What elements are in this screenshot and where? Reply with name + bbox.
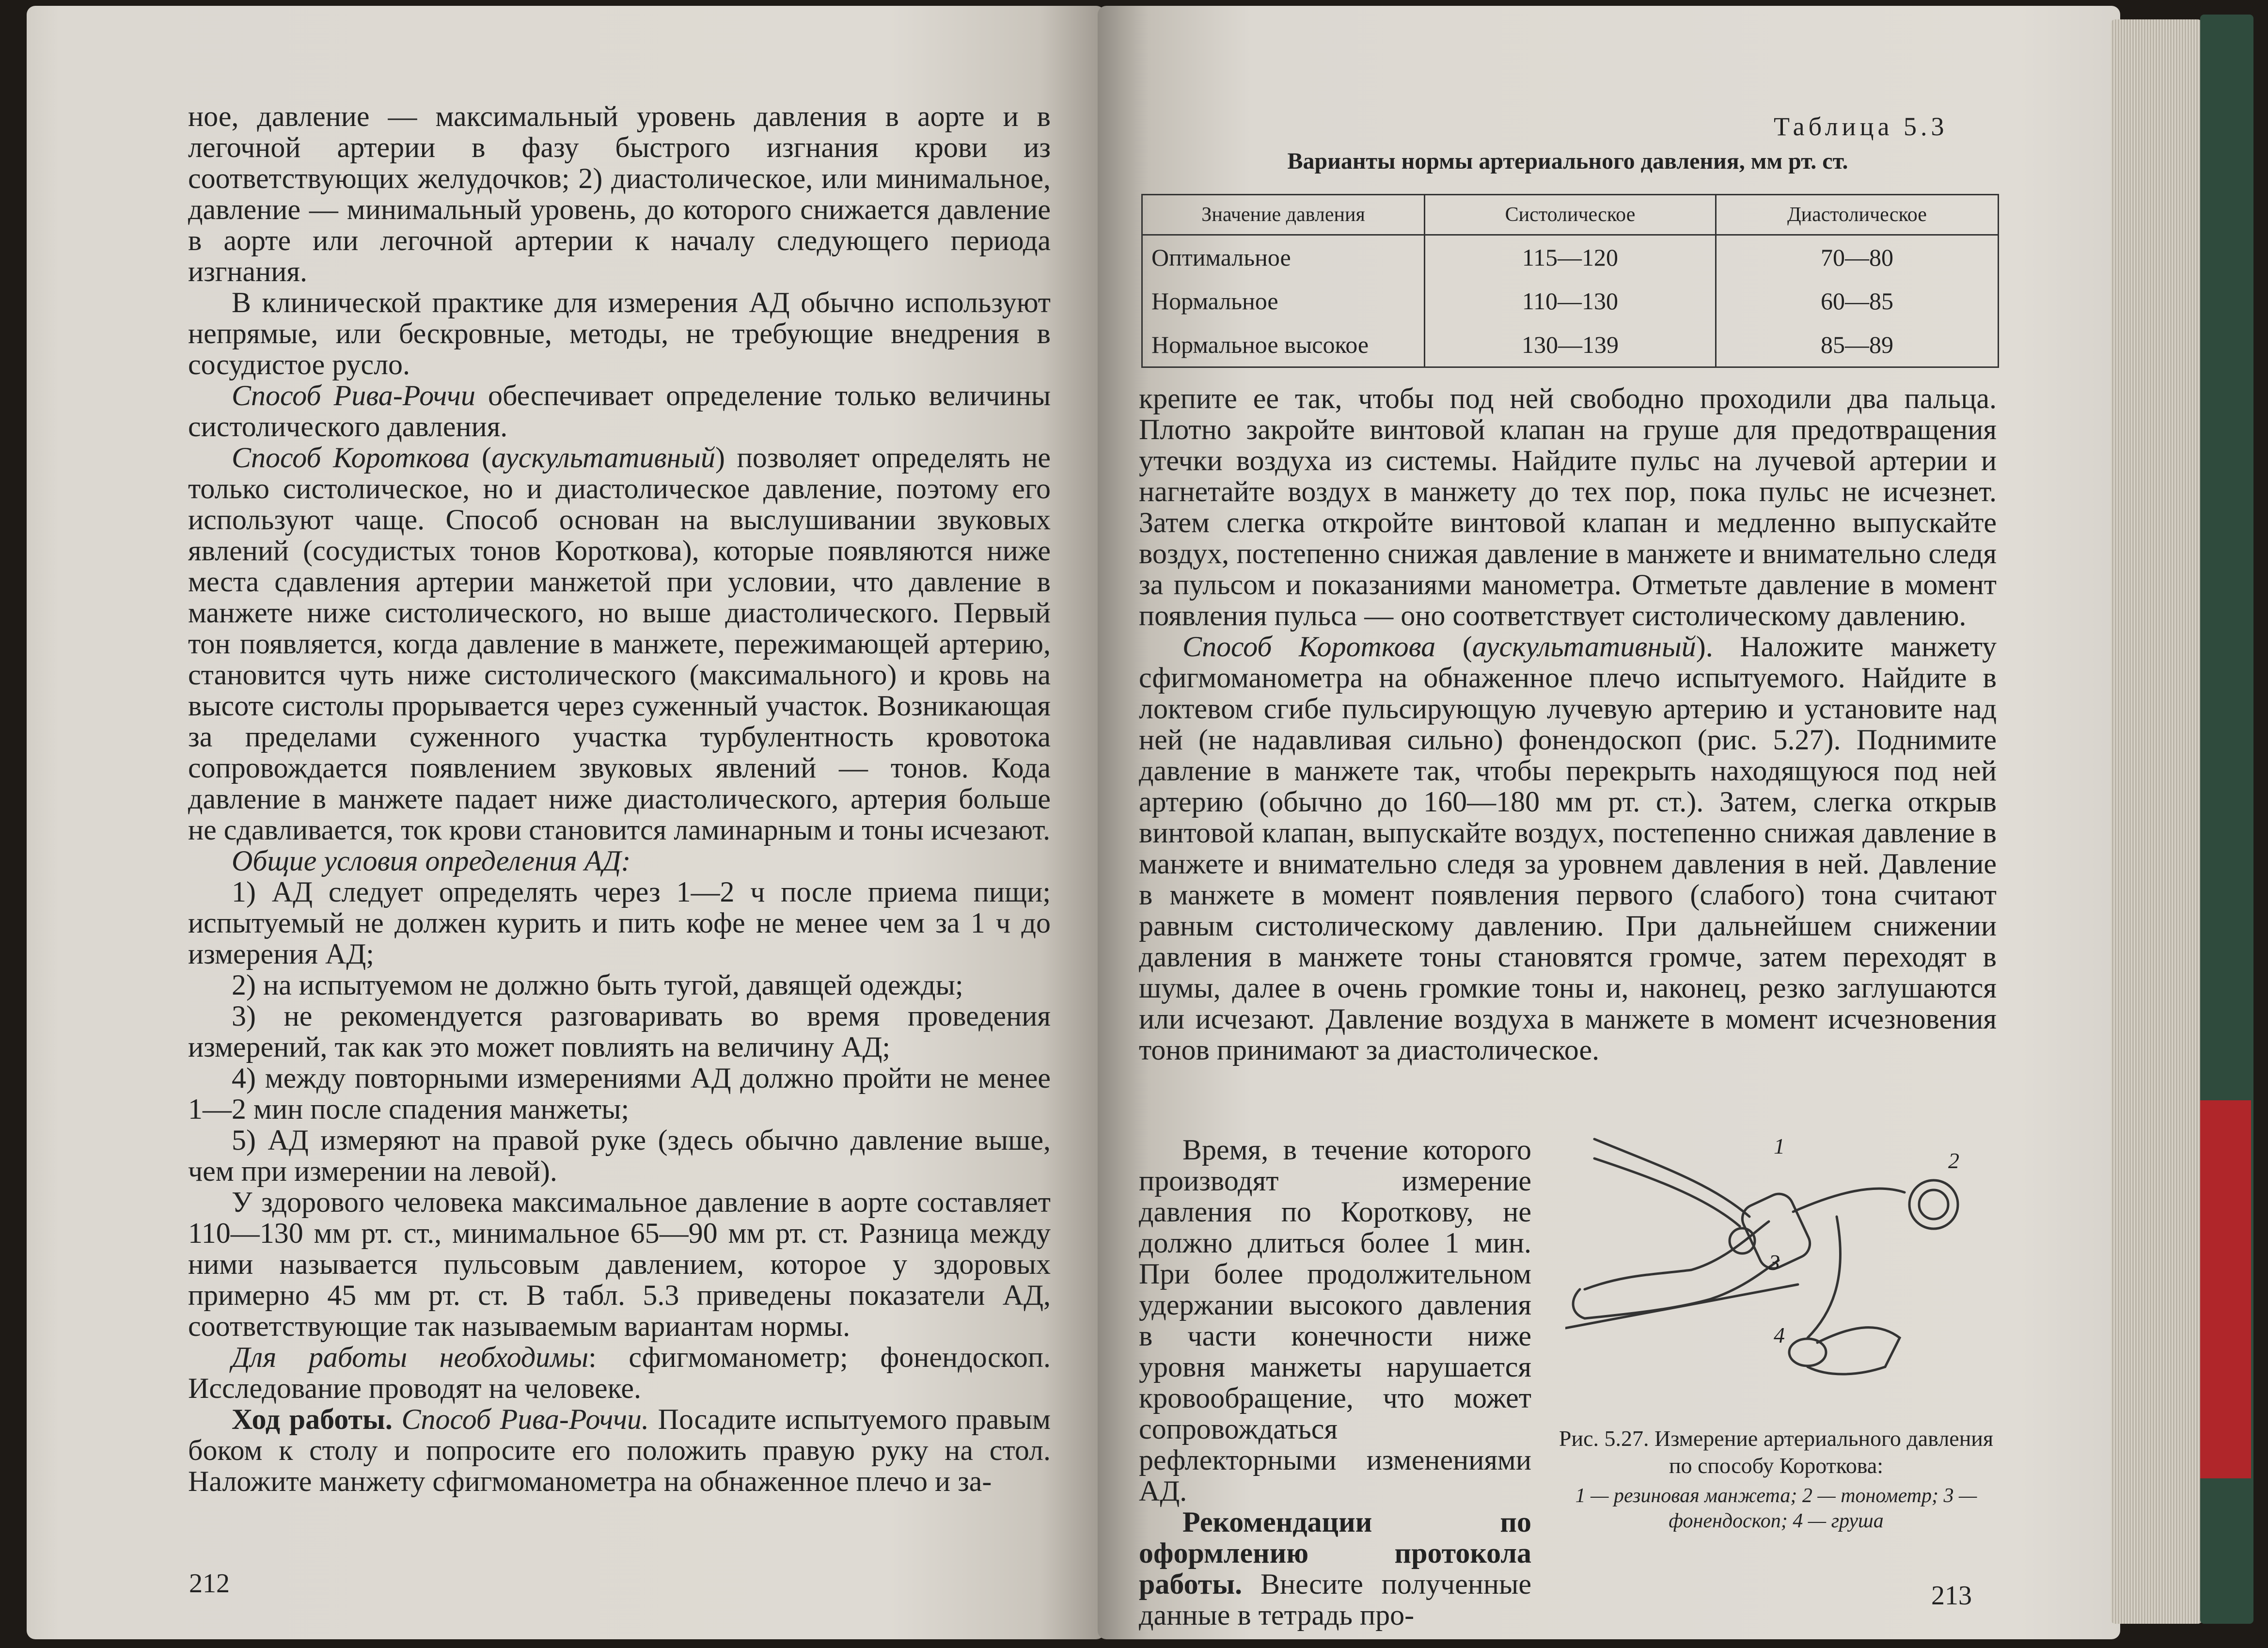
italic-term: Способ Рива-Роччи.: [401, 1403, 649, 1435]
table-cell: 110—130: [1425, 279, 1716, 323]
paragraph: ное, давление — максимальный уровень давления в аорте и в легочной артерии в фазу быстрого изгнания крови из соответствующих желудочков; 2) диастолическое, или минимальное, давление — минимальный уровень, до которого снижается давление в аорте или легочной артерии к началу следующего периода изгнания.: [188, 100, 1051, 287]
table-header-row: [1142, 195, 1999, 235]
table-caption: Таблица 5.3: [1774, 112, 1948, 141]
paragraph: В клинической практике для измерения АД обычно используют непрямые, или бескровные, методы, не требующие внедрения в сосудистое русло.: [188, 286, 1051, 380]
table-row: [1142, 235, 1999, 280]
bold-term: Рекомендации по оформлению протокола работы.: [1139, 1506, 1531, 1600]
figure-label: 1: [1774, 1134, 1785, 1158]
table-cell: 115—120: [1425, 235, 1716, 280]
paragraph: Время, в течение которого производят измерение давления по Короткову, не должно длиться более 1 мин. При более продолжительном удержании высокого давления в части конечности ниже уровня манжеты нарушается кровообращение, что может сопровождаться рефлекторными изменениями АД.: [1139, 1134, 1531, 1507]
table-cell: 70—80: [1716, 235, 1998, 280]
italic-term: Способ Рива-Роччи: [232, 380, 475, 412]
table-header: Значение давления: [1142, 195, 1425, 235]
hand-outline: [1808, 1328, 1900, 1374]
figure-caption: Рис. 5.27. Измерение артериального давления по способу Короткова:: [1559, 1426, 1994, 1478]
paragraph: крепите ее так, чтобы под ней свободно проходили два пальца. Плотно закройте винтовой клапан на груше для предотвращения утечки воздуха из системы. Найдите пульс на лучевой артерии и нагнетайте воздух в манжету до тех пор, пока пульс не исчезнет. Затем слегка откройте винтовой клапан и медленно выпускайте воздух, постепенно снижая давление в манжете и внимательно следя за пульсом и показаниями манометра. Отметьте давление в момент появления пульса — оно соответствует систолическому давлению.: [1139, 382, 1997, 632]
paragraph: Ход работы. Способ Рива-Роччи. Посадите испытуемого правым боком к столу и попросите его положить правую руку на стол. Наложите манжету сфигмоманометра на обнаженное плечо и за-: [188, 1403, 1051, 1497]
table-cell: 60—85: [1716, 279, 1998, 323]
left-page-body: [188, 101, 1051, 1497]
arm-outline: [1585, 1260, 1779, 1318]
italic-term: Способ Короткова: [232, 442, 470, 474]
italic-term: аускультативный: [491, 442, 716, 474]
page-number: 213: [1931, 1581, 1972, 1611]
table-header: Диастолическое: [1716, 195, 1998, 235]
table-edge: [1565, 1284, 1798, 1328]
blood-pressure-figure: [1565, 1115, 1992, 1415]
italic-term: Способ Короткова: [1182, 631, 1436, 663]
paragraph: Для работы необходимы: сфигмоманометр; фонендоскоп. Исследование проводят на человеке.: [188, 1341, 1051, 1404]
list-item: 5) АД измеряют на правой руке (здесь обычно давление выше, чем при измерении на левой).: [188, 1124, 1051, 1187]
paragraph: Способ Короткова (аускультативный). Наложите манжету сфигмоманометра на обнаженное плечо испытуемого. Найдите в локтевом сгибе пульсирующую лучевую артерию и установите над ней (не надавливая сильно) фонендоскоп (рис. 5.27). Поднимите давление в манжете так, чтобы перекрыть находящуюся под ней артерию (обычно до 160—180 мм рт. ст.). Затем, слегка открыв винтовой клапан, выпускайте воздух, постепенно снижая давление в манжете и внимательно следя за уровнем давления в ней. Давление в манжете в момент появления первого (слабого) тона считают равным систолическому давлению. При дальнейшем снижении давления в манжете тоны становятся громче, затем переходят в шумы, далее в очень громкие тоны и, наконец, резко заглушаются или исчезают. Давление воздуха в манжете в момент исчезновения тонов принимают за диастолическое.: [1139, 631, 1997, 1066]
paragraph: Способ Рива-Роччи обеспечивает определение только величины систолического давления.: [188, 380, 1051, 443]
list-item: 4) между повторными измерениями АД должно пройти не менее 1—2 мин после спадения манжеты;: [188, 1062, 1051, 1125]
page-block-edge: [2110, 19, 2203, 1624]
list-item: 3) не рекомендуется разговаривать во время проведения измерений, так как это может повлиять на величину АД;: [188, 1000, 1051, 1063]
page-number: 212: [189, 1569, 230, 1599]
manometer-dial: [1909, 1180, 1958, 1229]
subheading: Общие условия определения АД:: [232, 845, 631, 877]
table-row: [1142, 323, 1999, 367]
manometer-face: [1919, 1190, 1948, 1219]
arm-outline: [1585, 1221, 1769, 1289]
pump-bulb: [1789, 1339, 1826, 1366]
paragraph: Способ Короткова (аускультативный) позволяет определять не только систолическое, но и диастолическое давление, поэтому его используют чаще. Способ основан на выслушивании звуковых явлений (сосудистых тонов Короткова), которые появляются ниже места сдавления артерии манжетой при условии, что давление в манжете ниже систолического, но выше диастолического. Первый тон появляется, когда давление в манжете, пережимающей артерию, становится чуть ниже систолического (максимального) и кровь на высоте систолы прорывается через суженный участок. Возникающая за пределами суженного участка турбулентность кровотока сопровождается появлением звуковых явлений — тонов. Кода давление в манжете падает ниже диастолического, артерия больше не сдавливается, ток крови становится ламинарным и тоны исчезают.: [188, 442, 1051, 846]
figure-label: 2: [1948, 1148, 1959, 1173]
table-cell: Нормальное: [1142, 279, 1425, 323]
table-title: Варианты нормы артериального давления, мм рт. ст.: [1287, 148, 1848, 174]
list-item: 1) АД следует определять через 1—2 ч после приема пищи; испытуемый не должен курить и пить кофе не менее чем за 1 ч до измерения АД;: [188, 876, 1051, 970]
italic-term: аускультативный: [1472, 631, 1696, 663]
table-cell: 130—139: [1425, 323, 1716, 367]
figure-label: 3: [1769, 1250, 1780, 1275]
norms-table: [1141, 194, 1999, 368]
table-cell: Нормальное высокое: [1142, 323, 1425, 367]
table-cell: 85—89: [1716, 323, 1998, 367]
hand-outline: [1573, 1289, 1585, 1318]
right-page-body: [1139, 383, 1997, 1065]
bulb-tube: [1808, 1217, 1841, 1338]
table-cell: Оптимальное: [1142, 235, 1425, 280]
right-page-column: [1139, 1134, 1531, 1631]
figure-legend: 1 — резиновая манжета; 2 — тонометр; 3 — фонендоскоп; 4 — груша: [1575, 1485, 1977, 1532]
paragraph: У здорового человека максимальное давление в аорте составляет 110—130 мм рт. ст., минимальное 65—90 мм рт. ст. Разница между ними называется пульсовым давлением, которое у здоровых примерно 45 мм рт. ст. В табл. 5.3 приведены показатели АД, соответствующие так называемым вариантам нормы.: [188, 1186, 1051, 1342]
bold-term: Ход работы.: [232, 1403, 393, 1435]
tube-line: [1793, 1188, 1905, 1212]
table-header: Систолическое: [1425, 195, 1716, 235]
stethoscope-tube: [1594, 1139, 1749, 1217]
italic-term: Для работы необходимы: [232, 1341, 589, 1373]
paragraph: Рекомендации по оформлению протокола работы. Внесите полученные данные в тетрадь про-: [1139, 1506, 1531, 1631]
figure-label: 4: [1774, 1323, 1785, 1347]
table-row: [1142, 279, 1999, 323]
list-item: 2) на испытуемом не должно быть тугой, давящей одежды;: [232, 969, 963, 1001]
cover-red-band: [2200, 1100, 2251, 1478]
